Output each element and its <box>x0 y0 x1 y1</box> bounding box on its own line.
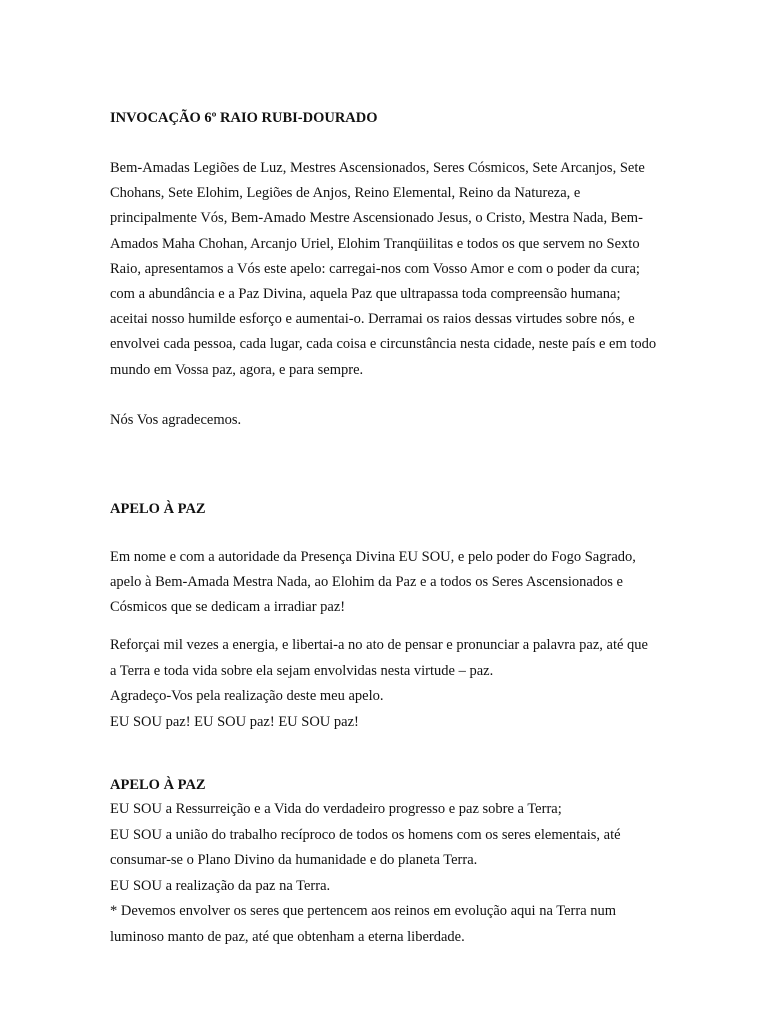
paragraph-line: mundo em Vossa paz, agora, e para sempre. <box>110 361 364 378</box>
apelo-paragraph-1 <box>110 545 636 621</box>
paragraph-line: EU SOU paz! EU SOU paz! EU SOU paz! <box>110 713 359 730</box>
section-title-invocacao: INVOCAÇÃO 6º RAIO RUBI-DOURADO <box>110 110 378 126</box>
closing-line: Nós Vos agradecemos. <box>110 412 242 428</box>
paragraph-line: aceitai nosso humilde esforço e aumentai-o. Derramai os raios dessas virtudes sobre nós, e <box>110 311 635 328</box>
paragraph-line: Bem-Amadas Legiões de Luz, Mestres Ascensionados, Seres Cósmicos, Sete Arcanjos, Sete <box>110 160 645 176</box>
paragraph-line: Reforçai mil vezes a energia, e libertai-a no ato de pensar e pronunciar a palavra paz, até que <box>110 637 648 653</box>
invocation-paragraph <box>110 156 656 383</box>
paragraph-line: apelo à Bem-Amada Mestra Nada, ao Elohim da Paz e a todos os Seres Ascensionados e <box>110 574 623 591</box>
paragraph-line: consumar-se o Plano Divino da humanidade e do planeta Terra. <box>110 852 478 868</box>
paragraph-line: EU SOU a união do trabalho recíproco de todos os homens com os seres elementais, até <box>110 826 621 843</box>
paragraph-line: Agradeço-Vos pela realização deste meu apelo. <box>110 688 384 704</box>
paragraph-line: com a abundância e a Paz Divina, aquela Paz que ultrapassa toda compreensão humana; <box>110 286 621 303</box>
paragraph-line: EU SOU a Ressurreição e a Vida do verdadeiro progresso e paz sobre a Terra; <box>110 801 562 817</box>
paragraph-line: * Devemos envolver os seres que pertencem aos reinos em evolução aqui na Terra num <box>110 903 617 919</box>
section-title-apelo-a-paz: APELO À PAZ <box>110 501 206 517</box>
apelo-paragraph-2 <box>110 633 648 735</box>
paragraph-line: EU SOU a realização da paz na Terra. <box>110 877 331 894</box>
paragraph-line: Em nome e com a autoridade da Presença Divina EU SOU, e pelo poder do Fogo Sagrado, <box>110 549 636 565</box>
paragraph-line: principalmente Vós, Bem-Amado Mestre Ascensionado Jesus, o Cristo, Mestra Nada, Bem- <box>110 210 643 227</box>
paragraph-line: envolvei cada pessoa, cada lugar, cada coisa e circunstância nesta cidade, neste país e em todo <box>110 336 657 353</box>
section-title-apelo-a-paz-2: APELO À PAZ <box>110 777 206 793</box>
paragraph-line: Cósmicos que se dedicam a irradiar paz! <box>110 599 346 616</box>
paragraph-line: Chohans, Sete Elohim, Legiões de Anjos, Reino Elemental, Reino da Natureza, e <box>110 185 581 202</box>
paragraph-line: a Terra e toda vida sobre ela sejam envolvidas nesta virtude – paz. <box>110 662 494 679</box>
paragraph-line: Raio, apresentamos a Vós este apelo: carregai-nos com Vosso Amor e com o poder da cura; <box>110 260 640 277</box>
paragraph-line: luminoso manto de paz, até que obtenham a eterna liberdade. <box>110 928 465 945</box>
eu-sou-paragraph <box>110 797 621 950</box>
paragraph-line: Amados Maha Chohan, Arcanjo Uriel, Elohim Tranqüilitas e todos os que servem no Sexto <box>110 235 640 252</box>
